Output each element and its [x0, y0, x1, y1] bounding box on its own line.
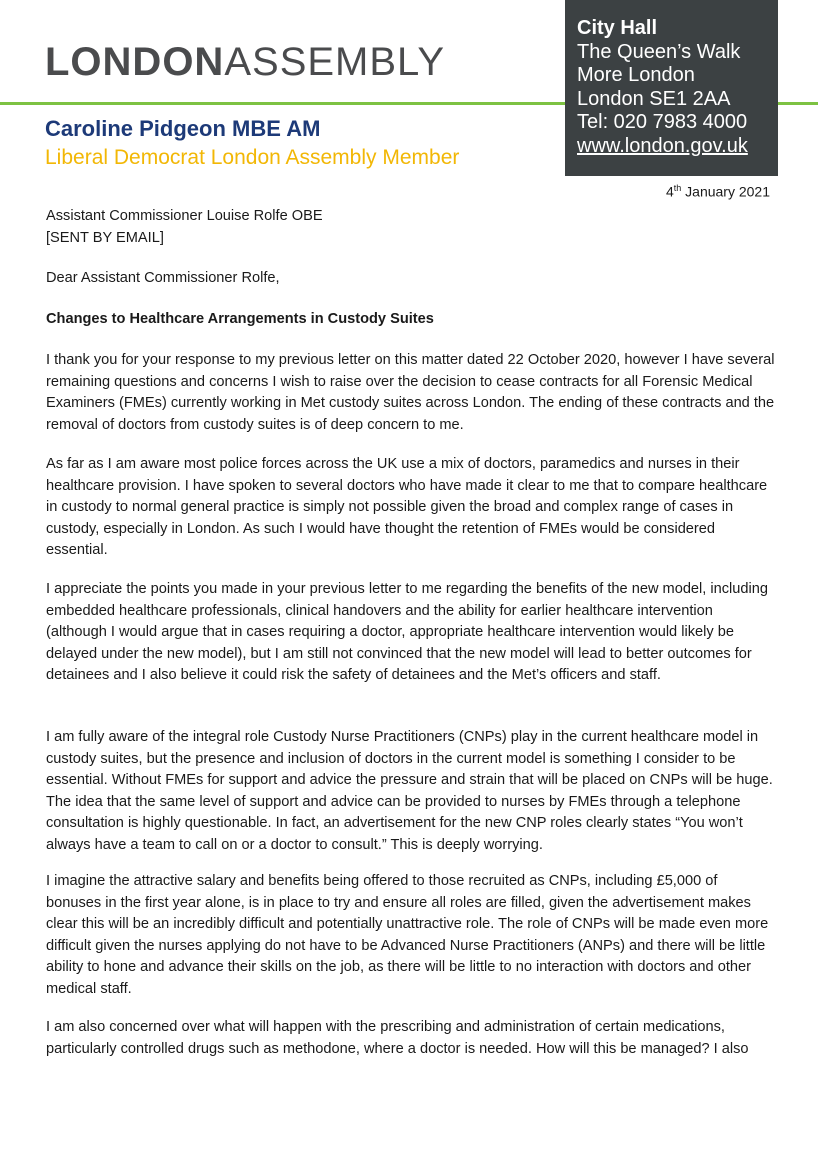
address-line-1: The Queen’s Walk — [577, 40, 741, 63]
body-paragraph-1: I thank you for your response to my previous letter on this matter dated 22 October 2020, however I have several remaining questions and concerns I wish to raise over the decision to cease contracts for all Forensic Medical Examiners (FMEs) currently working in Met custody suites across London. The ending of these contracts and the removal of doctors from custody suites is of deep concern to me. — [46, 352, 775, 433]
member-name: Caroline Pidgeon MBE AM — [45, 116, 321, 141]
logo-text-light: ASSEMBLY — [224, 40, 446, 84]
address-box — [565, 0, 778, 176]
website-link[interactable]: www.london.gov.uk — [577, 134, 748, 157]
recipient-delivery: [SENT BY EMAIL] — [46, 229, 164, 246]
address-line-2: More London — [577, 64, 695, 86]
body-paragraph-6: I am also concerned over what will happen with the prescribing and administration of certain medications, particularly controlled drugs such as methodone, where a doctor is needed. How will this be managed? I also — [46, 1019, 749, 1057]
address-line-3: London SE1 2AA — [577, 87, 731, 110]
recipient-block — [46, 206, 776, 249]
address-phone: Tel: 020 7983 4000 — [577, 111, 748, 133]
body-paragraph-5: I imagine the attractive salary and benefits being offered to those recruited as CNPs, including £5,000 of bonuses in the first year alone, is in place to try and ensure all roles are filled, given the advertisement makes clear this will be an incredibly difficult and potentially unattractive role. The role of CNPs will be made even more difficult given the nurses applying do not have to be Advanced Nurse Practitioners (ANPs) and there will be little ability to hone and advance their skills on the job, as there will be little to no interaction with doctors and other medical staff. — [46, 873, 769, 997]
member-role: Liberal Democrat London Assembly Member — [45, 146, 460, 169]
date-rest: January 2021 — [681, 183, 770, 200]
body-paragraph-4: I am fully aware of the integral role Custody Nurse Practitioners (CNPs) play in the current healthcare model in custody suites, but the presence and inclusion of doctors in the current model is something I consider to be essential. Without FMEs for support and advice the pressure and strain that will be placed on CNPs will be huge. The idea that the same level of support and advice can be provided to nurses by FMEs through a telephone consultation is highly questionable. In fact, an advertisement for the new CNP roles clearly states “You won’t always have a team to call on or a doctor to consult.” This is deeply worrying. — [46, 729, 773, 853]
body-paragraph-2: As far as I am aware most police forces across the UK use a mix of doctors, paramedics and nurses in their healthcare provision. I have spoken to several doctors who have made it clear to me that to compare healthcare in custody to normal general practice is simply not possible given the broad and complex range of cases in custody, especially in London. As such I would have thought the retention of FMEs would be considered essential. — [46, 456, 768, 558]
body-paragraph-3: I appreciate the points you made in your previous letter to me regarding the benefits of the new model, including embedded healthcare professionals, clinical handovers and the ability for earlier healthcare intervention (although I would argue that in cases requiring a doctor, appropriate healthcare intervention would likely be delayed under the new model), but I am still not convinced that the new model will lead to better outcomes for detainees and I also believe it could risk the safety of detainees and the Met’s officers and staff. — [46, 581, 769, 683]
date-suffix: th — [673, 183, 682, 193]
address-title: City Hall — [577, 17, 658, 39]
logo-text-bold: LONDON — [45, 40, 225, 84]
letter-date — [666, 183, 770, 200]
london-assembly-logo — [45, 42, 445, 82]
letter-subject: Changes to Healthcare Arrangements in Custody Suites — [46, 311, 434, 327]
recipient-name: Assistant Commissioner Louise Rolfe OBE — [46, 208, 323, 224]
date-day: 4 — [665, 183, 674, 200]
salutation: Dear Assistant Commissioner Rolfe, — [46, 270, 280, 286]
